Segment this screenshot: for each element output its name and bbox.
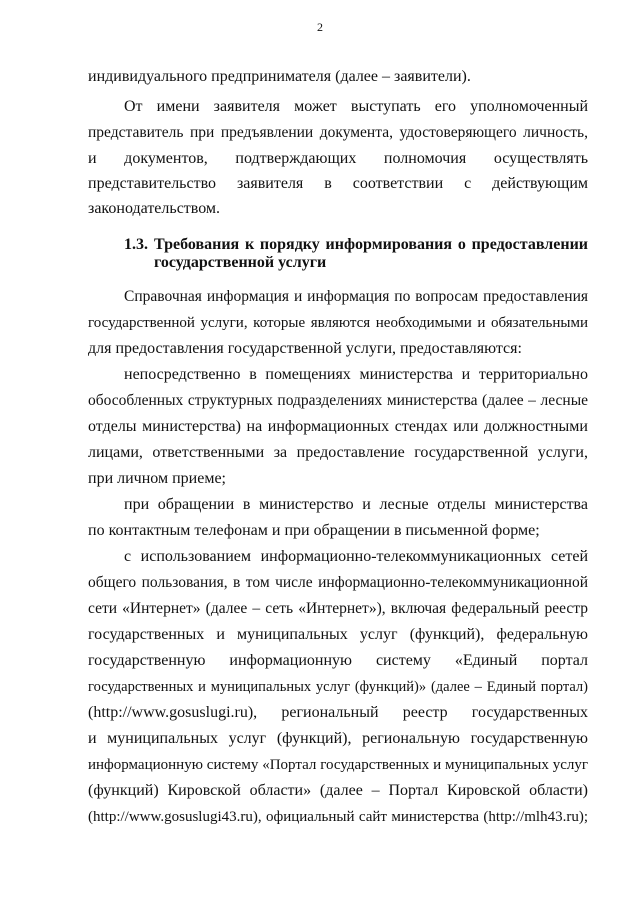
section-title-line: государственной услуги [154, 254, 327, 271]
text-line: государственной услуги, которые являются необходимыми и обязательными [88, 315, 588, 331]
page-number: 2 [317, 20, 323, 34]
text-line: с использованием информационно-телекоммуникационных сетей [124, 548, 588, 565]
text-line: государственных и муниципальных услуг (функций), федеральную [88, 626, 588, 643]
section-title-line: Требования к порядку информирования о предоставлении [154, 236, 588, 253]
text-line: сети «Интернет» (далее – сеть «Интернет»), включая федеральный реестр [88, 600, 588, 617]
text-line: лицами, ответственными за предоставление государственной услуги, [88, 444, 588, 461]
text-line: при обращении в министерство и лесные отделы министерства [124, 496, 588, 513]
text-line: информационную систему «Портал государственных и муниципальных услуг [88, 757, 588, 773]
text-line: при личном приеме; [88, 470, 226, 487]
text-line: (функций) Кировской области» (далее – Портал Кировской области) [88, 782, 588, 799]
text-line: по контактным телефонам и при обращении в письменной форме; [88, 522, 540, 539]
text-line: индивидуального предпринимателя (далее – заявители). [88, 68, 471, 85]
text-line: для предоставления государственной услуги, предоставляются: [88, 340, 522, 357]
section-number: 1.3. [124, 236, 148, 253]
text-line: непосредственно в помещениях министерства и территориально [124, 366, 588, 383]
text-line: (http://www.gosuslugi43.ru), официальный сайт министерства (http://mlh43.ru); [88, 809, 588, 825]
text-line: государственную информационную систему «Единый портал [88, 652, 588, 669]
text-line: От имени заявителя может выступать его уполномоченный [124, 98, 588, 115]
text-line: представительство заявителя в соответствии с действующим [88, 175, 588, 192]
text-line: законодательством. [88, 200, 221, 217]
text-line: (http://www.gosuslugi.ru), региональный реестр государственных [88, 704, 588, 721]
text-line: представитель при предъявлении документа, удостоверяющего личность, [88, 124, 588, 141]
text-line: отделы министерства) на информационных стендах или должностными [88, 418, 588, 435]
text-line: общего пользования, в том числе информационно-телекоммуникационной [88, 574, 588, 591]
text-line: Справочная информация и информация по вопросам предоставления [124, 288, 588, 305]
text-line: и муниципальных услуг (функций), региональную государственную [88, 730, 588, 747]
text-line: обособленных структурных подразделениях министерства (далее – лесные [88, 392, 588, 409]
text-line: государственных и муниципальных услуг (функций)» (далее – Единый портал) [88, 679, 588, 695]
text-line: и документов, подтверждающих полномочия осуществлять [88, 150, 588, 167]
